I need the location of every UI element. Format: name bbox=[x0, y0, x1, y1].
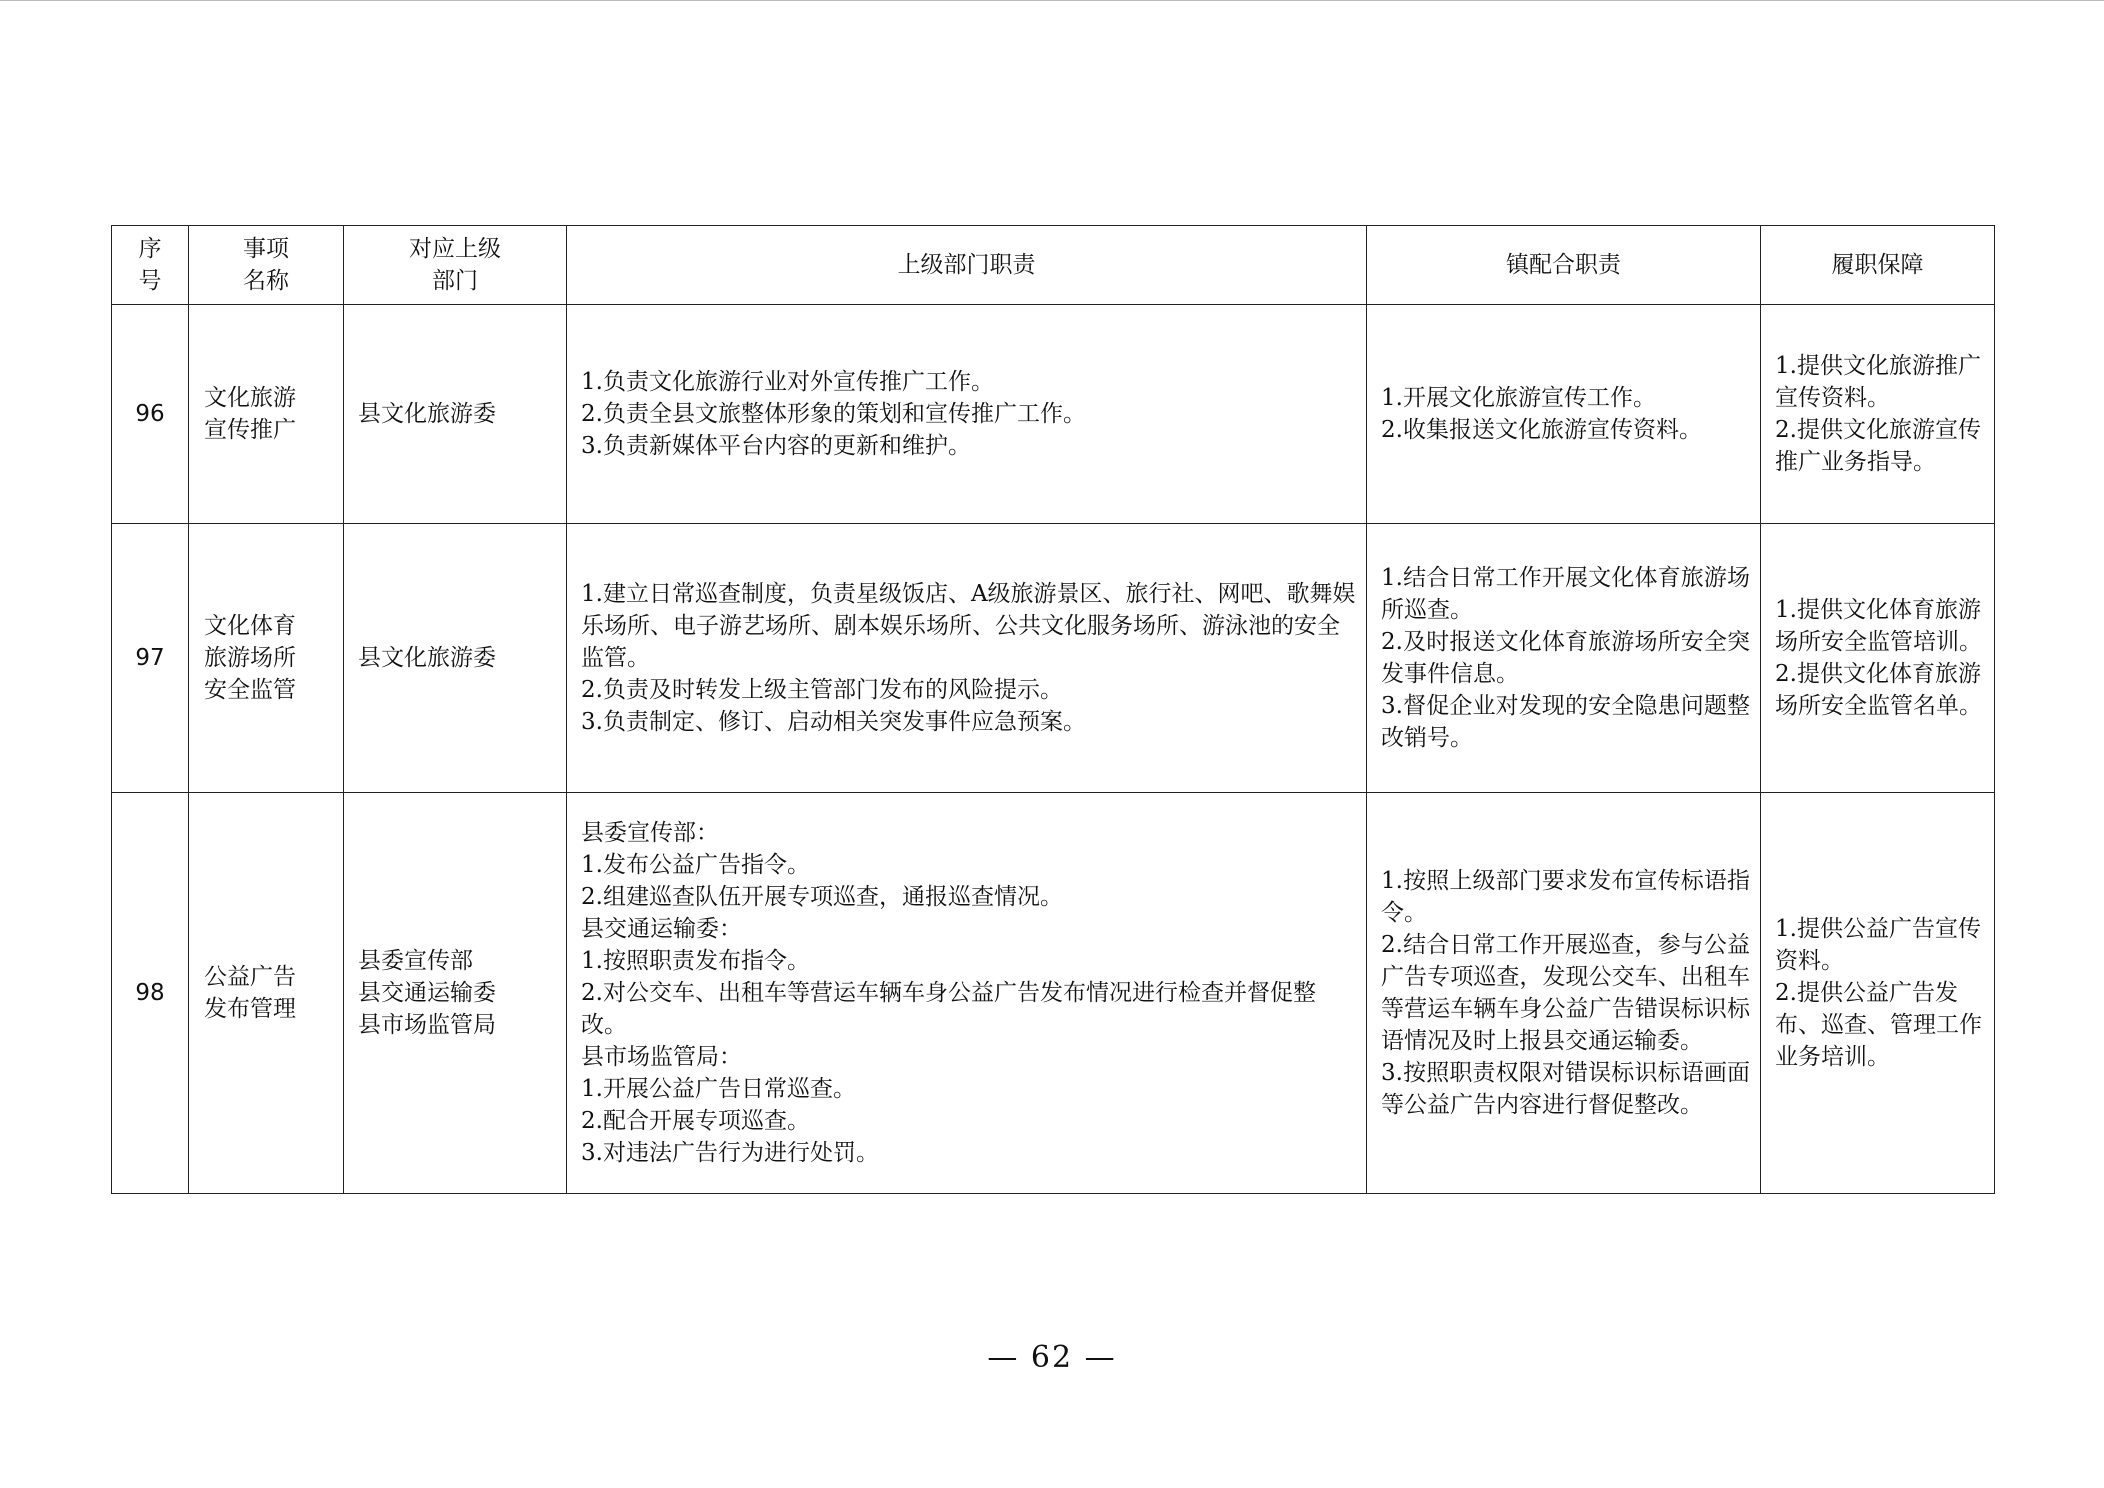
town-duties: 1.按照上级部门要求发布宣传标语指令。 2.结合日常工作开展巡查，参与公益广告专项巡查，发现公交车、出租车等营运车辆车身公益广告错误标识标语情况及时上报县交通运输委。 3.按照职责权限对错误标识标语画面等公益广告内容进行督促整改。 bbox=[1367, 793, 1761, 1194]
town-duties: 1.结合日常工作开展文化体育旅游场所巡查。 2.及时报送文化体育旅游场所安全突发事件信息。 3.督促企业对发现的安全隐患问题整改销号。 bbox=[1367, 524, 1761, 793]
page-top-border bbox=[0, 0, 2104, 1]
table-row bbox=[112, 524, 1995, 793]
item-name: 文化旅游 宣传推广 bbox=[189, 305, 344, 524]
table-row bbox=[112, 793, 1995, 1194]
item-name: 公益广告 发布管理 bbox=[189, 793, 344, 1194]
upper-duties: 1.负责文化旅游行业对外宣传推广工作。 2.负责全县文旅整体形象的策划和宣传推广工作。 3.负责新媒体平台内容的更新和维护。 bbox=[567, 305, 1367, 524]
page-number: — 62 — bbox=[987, 1340, 1117, 1375]
header-no: 序 号 bbox=[112, 226, 189, 305]
item-name: 文化体育 旅游场所 安全监管 bbox=[189, 524, 344, 793]
row-number: 97 bbox=[112, 524, 189, 793]
header-item-name: 事项 名称 bbox=[189, 226, 344, 305]
upper-duties: 1.建立日常巡查制度，负责星级饭店、A级旅游景区、旅行社、网吧、歌舞娱乐场所、电子游艺场所、剧本娱乐场所、公共文化服务场所、游泳池的安全监管。 2.负责及时转发上级主管部门发布的风险提示。 3.负责制定、修订、启动相关突发事件应急预案。 bbox=[567, 524, 1367, 793]
row-number: 96 bbox=[112, 305, 189, 524]
row-number: 98 bbox=[112, 793, 189, 1194]
header-town-duties: 镇配合职责 bbox=[1367, 226, 1761, 305]
upper-dept: 县文化旅游委 bbox=[344, 305, 567, 524]
upper-duties: 县委宣传部： 1.发布公益广告指令。 2.组建巡查队伍开展专项巡查，通报巡查情况。 县交通运输委： 1.按照职责发布指令。 2.对公交车、出租车等营运车辆车身公益广告发布情况进行检查并督促整改。 县市场监管局： 1.开展公益广告日常巡查。 2.配合开展专项巡查。 3.对违法广告行为进行处罚。 bbox=[567, 793, 1367, 1194]
header-upper-dept: 对应上级 部门 bbox=[344, 226, 567, 305]
header-guarantee: 履职保障 bbox=[1761, 226, 1995, 305]
guarantee: 1.提供公益广告宣传资料。 2.提供公益广告发布、巡查、管理工作业务培训。 bbox=[1761, 793, 1995, 1194]
upper-dept: 县委宣传部 县交通运输委 县市场监管局 bbox=[344, 793, 567, 1194]
duty-table bbox=[111, 225, 1995, 1194]
guarantee: 1.提供文化体育旅游场所安全监管培训。 2.提供文化体育旅游场所安全监管名单。 bbox=[1761, 524, 1995, 793]
table-row bbox=[112, 305, 1995, 524]
header-upper-duties: 上级部门职责 bbox=[567, 226, 1367, 305]
upper-dept: 县文化旅游委 bbox=[344, 524, 567, 793]
table-header-row bbox=[112, 226, 1995, 305]
town-duties: 1.开展文化旅游宣传工作。 2.收集报送文化旅游宣传资料。 bbox=[1367, 305, 1761, 524]
guarantee: 1.提供文化旅游推广宣传资料。 2.提供文化旅游宣传推广业务指导。 bbox=[1761, 305, 1995, 524]
